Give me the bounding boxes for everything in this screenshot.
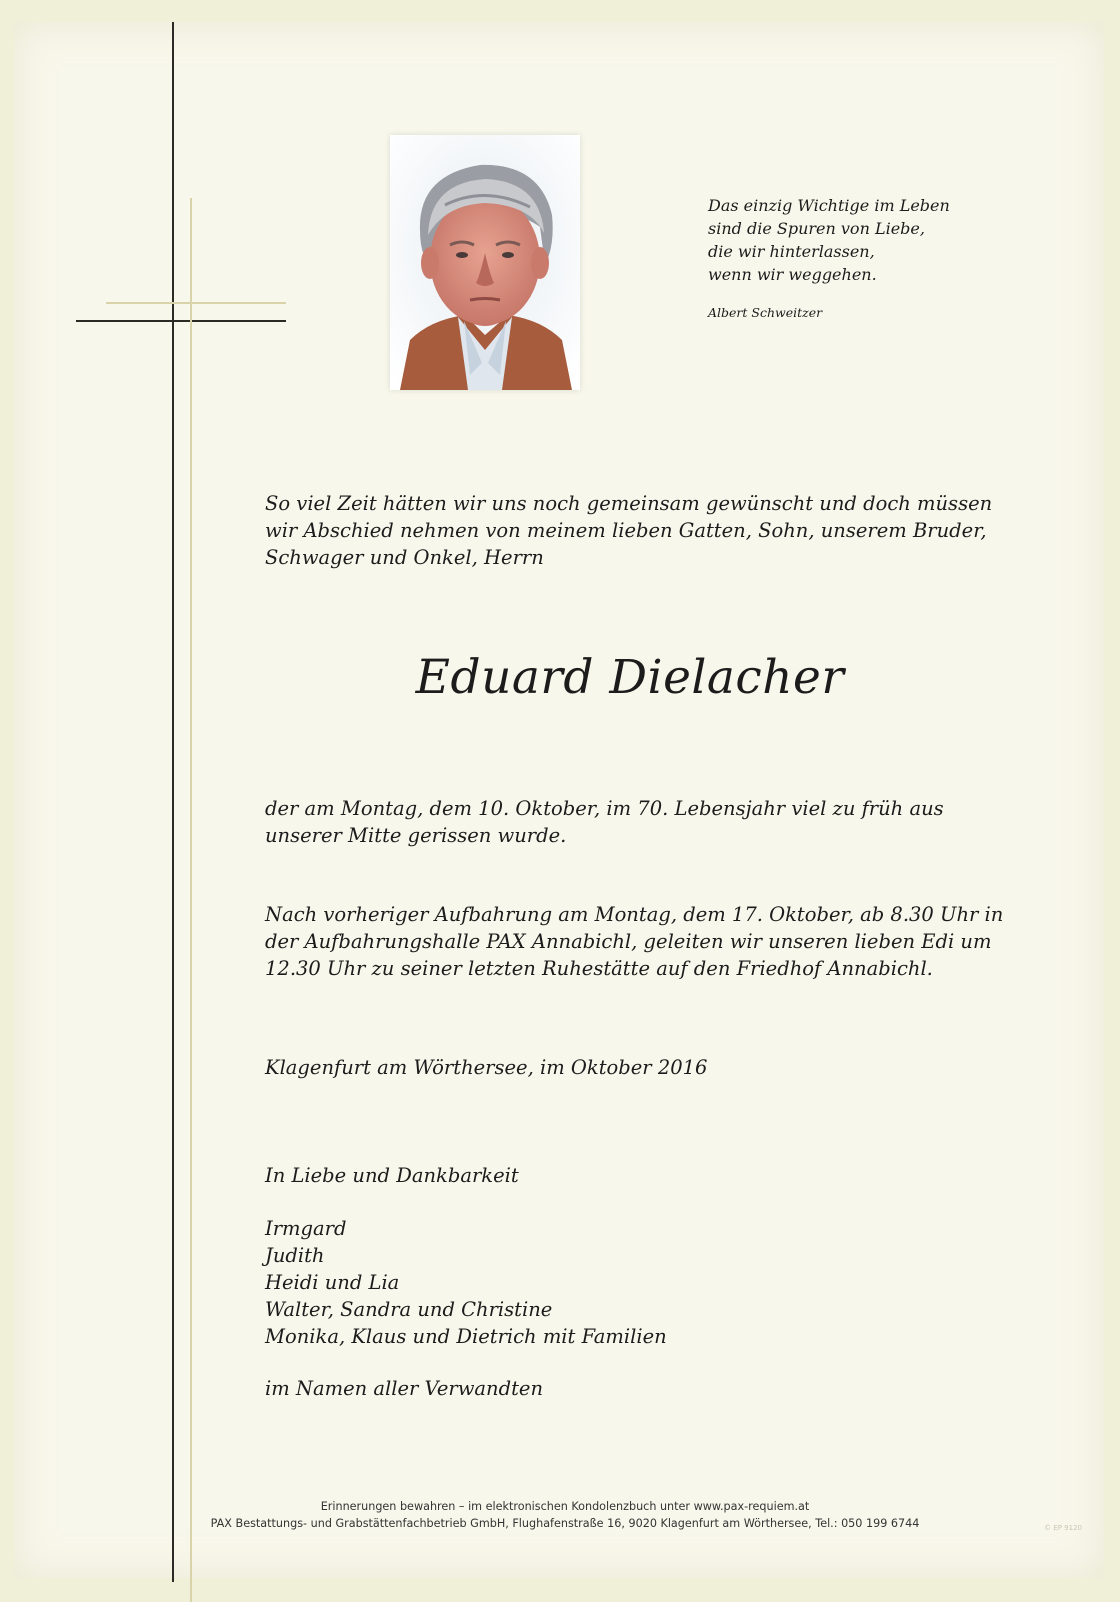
copyright-mark: © EP 9120 [1044,1524,1082,1532]
closing-text: In Liebe und Dankbarkeit [265,1164,519,1187]
funeral-info-text: Nach vorheriger Aufbahrung am Montag, dem 17. Oktober, ab 8.30 Uhr in der Aufbahrungshalle PAX Annabichl, geleiten wir unseren lieben Edi um 12.30 Uhr zu seiner letzten Ruhestätte auf den Friedhof Annabichl. [265,903,1004,980]
footer-company-line: PAX Bestattungs- und Grabstättenfachbetrieb GmbH, Flughafenstraße 16, 9020 Klagenfurt am Wörthersee, Tel.: 050 199 6744 [210,1517,920,1530]
mourner-name: Judith [265,1244,325,1267]
portrait-photo [390,135,580,390]
cross-dark-horizontal-line [76,320,286,322]
death-info-text: der am Montag, dem 10. Oktober, im 70. Lebensjahr viel zu früh aus unserer Mitte gerissen wurde. [265,797,944,847]
mourners-list [265,1215,667,1350]
intro-text: So viel Zeit hätten wir uns noch gemeinsam gewünscht und doch müssen wir Abschied nehmen von meinem lieben Gatten, Sohn, unserem Bruder, Schwager und Onkel, Herrn [265,492,993,569]
mourner-name: Irmgard [265,1217,347,1240]
on-behalf-text: im Namen aller Verwandten [265,1377,544,1400]
quote [708,194,1008,286]
cross-gold-vertical-line [190,198,192,1602]
mourner-name: Walter, Sandra und Christine [265,1298,553,1321]
place-date-text: Klagenfurt am Wörthersee, im Oktober 2016 [265,1056,708,1079]
footer-condolence-line: Erinnerungen bewahren – im elektronischen Kondolenzbuch unter www.pax-requiem.at [320,1500,810,1513]
quote-line: die wir hinterlassen, [708,242,875,261]
quote-author: Albert Schweitzer [708,305,823,320]
quote-line: Das einzig Wichtige im Leben [708,196,950,215]
quote-line: sind die Spuren von Liebe, [708,219,925,238]
mourner-name: Heidi und Lia [265,1271,400,1294]
cross-dark-vertical-line [172,22,174,1582]
footer [175,1498,955,1532]
cross-gold-horizontal-line [106,302,286,304]
quote-line: wenn wir weggehen. [708,265,877,284]
deceased-name: Eduard Dielacher [415,650,845,705]
mourner-name: Monika, Klaus und Dietrich mit Familien [265,1325,667,1348]
